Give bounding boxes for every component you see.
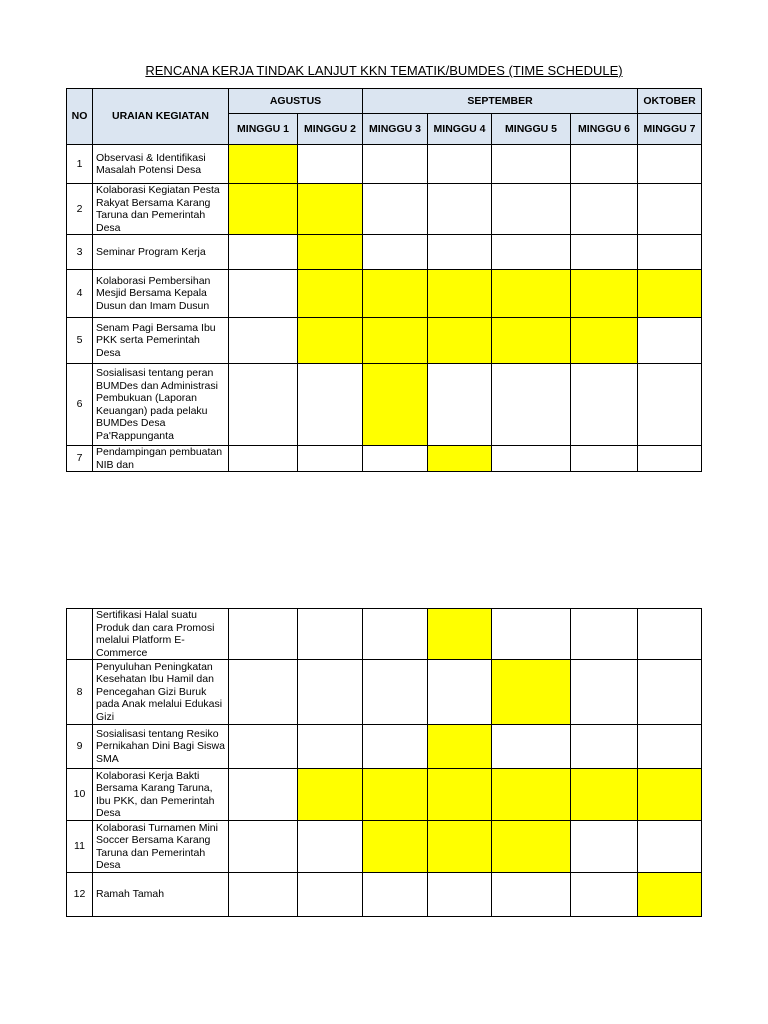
activity-description: Sosialisasi tentang peran BUMDes dan Administrasi Pembukuan (Laporan Keuangan) pada pelaku BUMDes Desa Pa'Rappunganta: [93, 364, 229, 446]
week-1-cell: [229, 184, 298, 235]
table-row: [67, 873, 702, 917]
week-7-cell: [638, 821, 702, 873]
week-6-cell: [571, 446, 638, 472]
row-number: 6: [67, 364, 93, 446]
header-uraian: URAIAN KEGIATAN: [93, 89, 229, 145]
table-row: [67, 270, 702, 318]
table-row: [67, 660, 702, 725]
table-row: [67, 821, 702, 873]
week-1-cell: [229, 725, 298, 769]
row-number: 3: [67, 235, 93, 270]
week-7-cell: [638, 769, 702, 821]
activity-description: Ramah Tamah: [93, 873, 229, 917]
week-4-cell: [428, 145, 492, 184]
week-5-cell: [492, 318, 571, 364]
week-1-cell: [229, 364, 298, 446]
header-week-7: MINGGU 7: [638, 114, 702, 145]
week-3-cell: [363, 446, 428, 472]
week-3-cell: [363, 318, 428, 364]
header-week-3: MINGGU 3: [363, 114, 428, 145]
week-5-cell: [492, 235, 571, 270]
week-2-cell: [298, 446, 363, 472]
week-2-cell: [298, 873, 363, 917]
week-4-cell: [428, 184, 492, 235]
week-6-cell: [571, 769, 638, 821]
week-5-cell: [492, 725, 571, 769]
week-5-cell: [492, 660, 571, 725]
week-7-cell: [638, 725, 702, 769]
week-4-cell: [428, 769, 492, 821]
week-1-cell: [229, 235, 298, 270]
week-5-cell: [492, 821, 571, 873]
week-2-cell: [298, 364, 363, 446]
activity-description: Penyuluhan Peningkatan Kesehatan Ibu Hamil dan Pencegahan Gizi Buruk pada Anak melalui Edukasi Gizi: [93, 660, 229, 725]
week-1-cell: [229, 609, 298, 660]
activity-description: Pendampingan pembuatan NIB dan: [93, 446, 229, 472]
week-2-cell: [298, 318, 363, 364]
week-1-cell: [229, 145, 298, 184]
week-3-cell: [363, 270, 428, 318]
week-2-cell: [298, 769, 363, 821]
week-4-cell: [428, 364, 492, 446]
activity-description: Senam Pagi Bersama Ibu PKK serta Pemerintah Desa: [93, 318, 229, 364]
week-7-cell: [638, 660, 702, 725]
week-4-cell: [428, 609, 492, 660]
table-row: [67, 769, 702, 821]
week-7-cell: [638, 235, 702, 270]
header-week-4: MINGGU 4: [428, 114, 492, 145]
activity-description: Sertifikasi Halal suatu Produk dan cara Promosi melalui Platform E-Commerce: [93, 609, 229, 660]
week-4-cell: [428, 725, 492, 769]
week-3-cell: [363, 609, 428, 660]
week-2-cell: [298, 660, 363, 725]
week-4-cell: [428, 821, 492, 873]
row-number: 4: [67, 270, 93, 318]
table-row: [67, 184, 702, 235]
activity-description: Kolaborasi Kegiatan Pesta Rakyat Bersama Karang Taruna dan Pemerintah Desa: [93, 184, 229, 235]
week-3-cell: [363, 145, 428, 184]
row-number: 8: [67, 660, 93, 725]
week-3-cell: [363, 725, 428, 769]
table-row: [67, 725, 702, 769]
schedule-table-page-1: [66, 88, 702, 472]
week-7-cell: [638, 270, 702, 318]
week-6-cell: [571, 184, 638, 235]
week-3-cell: [363, 235, 428, 270]
week-2-cell: [298, 270, 363, 318]
week-2-cell: [298, 725, 363, 769]
week-5-cell: [492, 364, 571, 446]
week-6-cell: [571, 609, 638, 660]
week-7-cell: [638, 318, 702, 364]
week-3-cell: [363, 873, 428, 917]
week-1-cell: [229, 769, 298, 821]
week-6-cell: [571, 821, 638, 873]
page-title: RENCANA KERJA TINDAK LANJUT KKN TEMATIK/BUMDES (TIME SCHEDULE): [145, 63, 623, 78]
week-7-cell: [638, 364, 702, 446]
row-number: 7: [67, 446, 93, 472]
week-2-cell: [298, 145, 363, 184]
row-number: 11: [67, 821, 93, 873]
week-5-cell: [492, 184, 571, 235]
week-3-cell: [363, 769, 428, 821]
week-4-cell: [428, 660, 492, 725]
week-4-cell: [428, 873, 492, 917]
activity-description: Kolaborasi Kerja Bakti Bersama Karang Taruna, Ibu PKK, dan Pemerintah Desa: [93, 769, 229, 821]
week-1-cell: [229, 873, 298, 917]
table-row: [67, 235, 702, 270]
week-2-cell: [298, 235, 363, 270]
week-3-cell: [363, 821, 428, 873]
week-4-cell: [428, 235, 492, 270]
row-number: [67, 609, 93, 660]
activity-description: Kolaborasi Pembersihan Mesjid Bersama Kepala Dusun dan Imam Dusun: [93, 270, 229, 318]
week-7-cell: [638, 609, 702, 660]
row-number: 10: [67, 769, 93, 821]
week-1-cell: [229, 660, 298, 725]
table-row: [67, 318, 702, 364]
row-number: 2: [67, 184, 93, 235]
row-number: 9: [67, 725, 93, 769]
week-7-cell: [638, 873, 702, 917]
week-6-cell: [571, 660, 638, 725]
week-4-cell: [428, 318, 492, 364]
week-6-cell: [571, 145, 638, 184]
activity-description: Observasi & Identifikasi Masalah Potensi Desa: [93, 145, 229, 184]
week-2-cell: [298, 609, 363, 660]
week-6-cell: [571, 873, 638, 917]
activity-description: Seminar Program Kerja: [93, 235, 229, 270]
header-week-5: MINGGU 5: [492, 114, 571, 145]
week-1-cell: [229, 318, 298, 364]
table-row: [67, 364, 702, 446]
week-1-cell: [229, 821, 298, 873]
schedule-table-page-2: [66, 608, 702, 917]
header-week-6: MINGGU 6: [571, 114, 638, 145]
week-3-cell: [363, 184, 428, 235]
week-5-cell: [492, 873, 571, 917]
week-7-cell: [638, 446, 702, 472]
week-1-cell: [229, 446, 298, 472]
week-7-cell: [638, 184, 702, 235]
week-2-cell: [298, 184, 363, 235]
row-number: 1: [67, 145, 93, 184]
week-4-cell: [428, 446, 492, 472]
header-week-2: MINGGU 2: [298, 114, 363, 145]
week-6-cell: [571, 725, 638, 769]
week-6-cell: [571, 364, 638, 446]
week-2-cell: [298, 821, 363, 873]
week-5-cell: [492, 270, 571, 318]
header-month-september: SEPTEMBER: [363, 89, 638, 114]
week-5-cell: [492, 145, 571, 184]
week-1-cell: [229, 270, 298, 318]
week-6-cell: [571, 235, 638, 270]
week-5-cell: [492, 769, 571, 821]
header-no: NO: [67, 89, 93, 145]
week-5-cell: [492, 446, 571, 472]
week-4-cell: [428, 270, 492, 318]
week-3-cell: [363, 660, 428, 725]
row-number: 5: [67, 318, 93, 364]
week-3-cell: [363, 364, 428, 446]
week-6-cell: [571, 318, 638, 364]
week-5-cell: [492, 609, 571, 660]
header-week-1: MINGGU 1: [229, 114, 298, 145]
header-month-agustus: AGUSTUS: [229, 89, 363, 114]
activity-description: Sosialisasi tentang Resiko Pernikahan Dini Bagi Siswa SMA: [93, 725, 229, 769]
row-number: 12: [67, 873, 93, 917]
table-row: [67, 145, 702, 184]
header-month-oktober: OKTOBER: [638, 89, 702, 114]
activity-description: Kolaborasi Turnamen Mini Soccer Bersama Karang Taruna dan Pemerintah Desa: [93, 821, 229, 873]
table-row: [67, 609, 702, 660]
table-row: [67, 446, 702, 472]
week-7-cell: [638, 145, 702, 184]
week-6-cell: [571, 270, 638, 318]
